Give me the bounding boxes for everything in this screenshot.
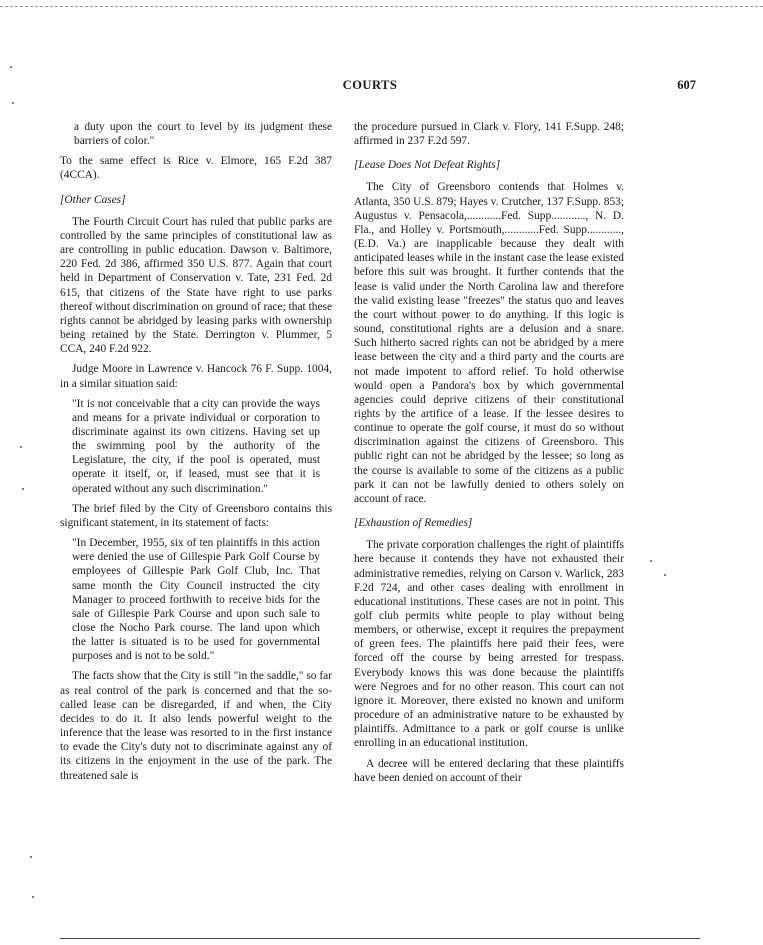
scan-speck — [30, 856, 32, 858]
paragraph: The facts show that the City is still "in the saddle," so far as real control of the park is concerned and that the so-called lease can be disregarded, if and when, the City decides to do it. It also lends powerful weight to the inference that the lease was resorted to in the first instance to evade the City's duty not to discriminate against any of its citizens in the enjoyment in the use of the park. The threatened sale is — [60, 670, 332, 782]
page-header — [60, 78, 700, 94]
bottom-rule — [60, 938, 700, 939]
paragraph: the procedure pursued in Clark v. Flory, 141 F.Supp. 248; affirmed in 237 F.2d 597. — [354, 121, 624, 148]
right-column — [354, 120, 624, 791]
scan-speck — [12, 102, 14, 104]
paragraph: Judge Moore in Lawrence v. Hancock 76 F. Supp. 1004, in a similar situation said: — [60, 363, 332, 390]
top-border — [0, 6, 763, 7]
scan-speck — [32, 896, 34, 898]
paragraph: A decree will be entered declaring that these plaintiffs have been denied on account of their — [354, 757, 624, 784]
scan-speck — [664, 574, 666, 576]
left-column — [60, 120, 332, 789]
page-number: 607 — [677, 78, 696, 92]
block-quote: "In December, 1955, six of ten plaintiffs in this action were denied the use of Gillespie Park Golf Course by employees of Gillespie Park Golf Club, Inc. That same month the City Council instructed the city Manager to proceed forthwith to receive bids for the sale of Gillespie Park Course and upon such sale to close the Nocho Park course. The land upon which the latter is situated is to be used for governmental purposes and is not to be sold." — [72, 537, 320, 663]
section-heading: [Other Cases] — [60, 193, 126, 206]
section-heading: [Lease Does Not Defeat Rights] — [354, 159, 501, 172]
block-quote: "It is not conceivable that a city can provide the ways and means for a private individual or corporation to discriminate against its own citizens. Having set up the swimming pool by the authority of the Legislature, the city, if the pool is operated, must operate it itself, or, if leased, must see that it is operated without any such discrimination." — [72, 397, 320, 495]
paragraph: The City of Greensboro contends that Holmes v. Atlanta, 350 U.S. 879; Hayes v. Crutcher, 137 F.Supp. 853; Augustus v. Pensacola,............Fed. Supp............, N. D. Fla., and Holley v. Portsmouth,............Fed. Supp............, (E.D. Va.) are inapplicable because they dealt with anticipated leases while in the instant case the lease existed before this suit was brought. It further contends that the lease is valid under the North Carolina law and therefore the valid existing lease "freezes" the status quo and leaves the court without power to do anything. If this logic is sound, constitutional rights are a delusion and a snare. Such hitherto sacred rights can not be abridged by a mere lease between the city and a third party and the courts are not made impotent to afford relief. To hold otherwise would open a Pandora's box by which governmental agencies could deprive citizens of their constitutional rights by the artifice of a lease. If the lessee desires to continue to operate the golf course, it must do so without discrimination against the citizens of Greensboro. This public right can not be abridged by the lessee; so long as the course is available to some of the citizens as a public park it can not be lawfully denied to others solely on account of race. — [354, 181, 624, 505]
scan-speck — [10, 66, 12, 68]
paragraph: The brief filed by the City of Greensboro contains this significant statement, in its statement of facts: — [60, 502, 332, 529]
running-title: COURTS — [342, 78, 398, 92]
scan-speck — [22, 488, 24, 490]
paragraph: To the same effect is Rice v. Elmore, 165 F.2d 387 (4CCA). — [60, 155, 332, 182]
scan-speck — [650, 560, 652, 562]
scan-speck — [20, 446, 22, 448]
block-quote: a duty upon the court to level by its judgment these barriers of color." — [74, 121, 332, 148]
section-heading: [Exhaustion of Remedies] — [354, 517, 473, 530]
paragraph: The private corporation challenges the right of plaintiffs here because it contends they have not exhausted their administrative remedies, relying on Carson v. Warlick, 283 F.2d 724, and other cases dealing with enrollment in educational institutions. These cases are not in point. This golf club permits white people to play without being members, or otherwise, except it requires the prepayment of green fees. The plaintiffs here paid their fees, were forced off the course by being arrested for trespass. Everybody knows this was done because the plaintiffs were Negroes and for no other reason. This court can not ignore it. Moreover, there existed no known and uniform procedure of an administrative nature to be exhausted by plaintiffs. Admittance to a park or golf course is unlike enrolling in an educational institution. — [354, 539, 624, 750]
paragraph: The Fourth Circuit Court has ruled that public parks are controlled by the same principles of constitutional law as are controlling in public education. Dawson v. Baltimore, 220 Fed. 2d 386, affirmed 350 U.S. 877. Again that court held in Department of Conservation v. Tate, 231 Fed. 2d 615, that citizens of the State have right to use parks thereof without discrimination on ground of race; that these rights cannot be abridged by leasing parks with ownership being retained by the State. Derrington v. Plummer, 5 CCA, 240 F.2d 922. — [60, 215, 332, 356]
